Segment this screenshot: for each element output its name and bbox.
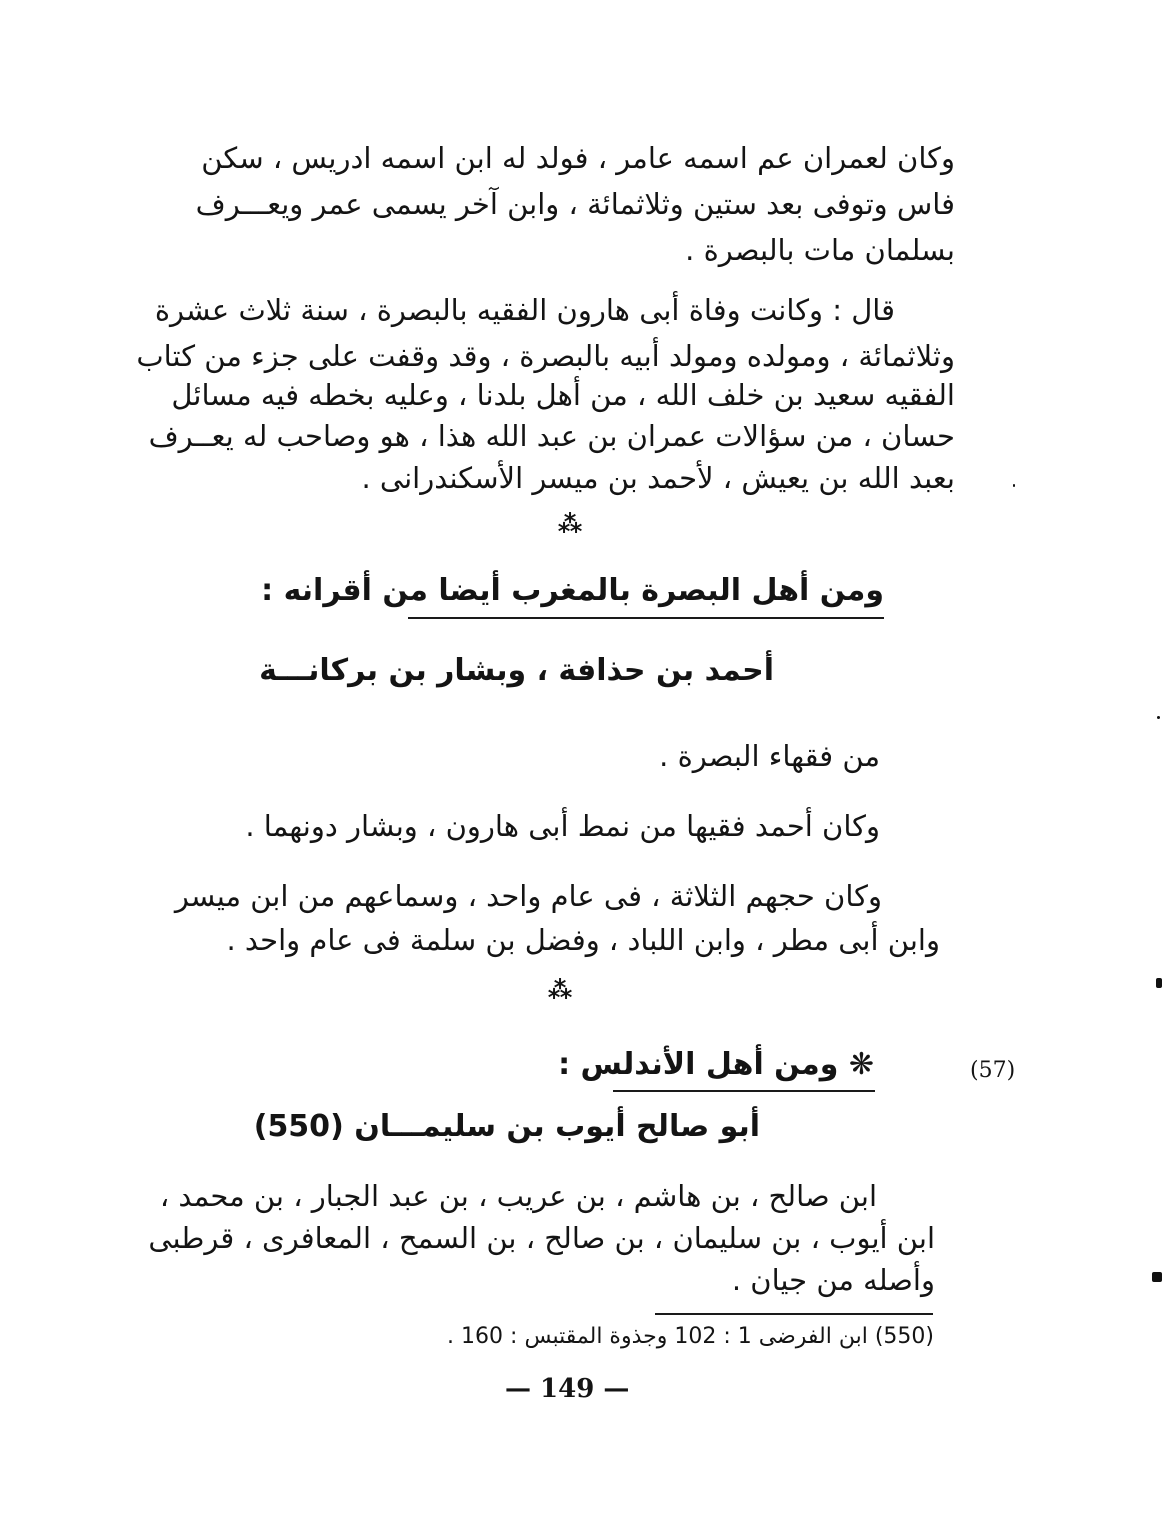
scan-speck — [1156, 978, 1162, 988]
separator-asterism-2: ⁂ — [547, 976, 573, 1004]
heading-underline-2 — [613, 1090, 875, 1092]
entry-title-ahmad-bishr: أحمد بن حذافة ، وبشار بن بركانـــة — [259, 653, 774, 688]
section-heading-andalus — [558, 1046, 874, 1084]
paragraph-1-line-1: وكان لعمران عم اسمه عامر ، فولد له ابن اسمه ادريس ، سكن — [201, 141, 955, 175]
paragraph-5-line-2: وابن أبى مطر ، وابن اللباد ، وفضل بن سلمة فى عام واحد . — [226, 923, 940, 957]
heading-underline-1 — [408, 617, 884, 619]
separator-asterism-1: ⁂ — [557, 510, 583, 538]
margin-entry-number: (57) — [970, 1058, 1016, 1083]
scan-speck — [1157, 716, 1160, 719]
entry-title-abu-salih: أبو صالح أيوب بن سليمـــان (550) — [253, 1109, 760, 1144]
paragraph-5-line-1: وكان حجهم الثلاثة ، فى عام واحد ، وسماعهم من ابن ميسر — [174, 879, 882, 913]
section-heading-basra: ومن أهل البصرة بالمغرب أيضا من أقرانه : — [261, 573, 884, 608]
section-heading-andalus-text: ومن أهل الأندلس : — [558, 1047, 839, 1082]
footnote-550: (550) ابن الفرضى 1 : 102 وجذوة المقتبس : 160 . — [447, 1324, 934, 1349]
flower-mark-icon: ❋ — [848, 1047, 874, 1082]
paragraph-4: وكان أحمد فقيها من نمط أبى هارون ، وبشار دونهما . — [245, 809, 880, 843]
paragraph-6-line-3: وأصله من جيان . — [731, 1263, 935, 1297]
scan-speck — [1152, 1272, 1162, 1282]
page-number: — 149 — — [505, 1374, 630, 1404]
scan-speck — [1013, 484, 1015, 487]
paragraph-2-line-5: بعبد الله بن يعيش ، لأحمد بن ميسر الأسكندرانى . — [361, 461, 955, 495]
paragraph-2-line-4: حسان ، من سؤالات عمران بن عبد الله هذا ، هو وصاحب له يعــرف — [148, 419, 955, 453]
paragraph-3: من فقهاء البصرة . — [659, 739, 880, 773]
paragraph-6-line-1: ابن صالح ، بن هاشم ، بن عريب ، بن عبد الجبار ، بن محمد ، — [159, 1179, 877, 1213]
paragraph-2-line-1: قال : وكانت وفاة أبى هارون الفقيه بالبصرة ، سنة ثلاث عشرة — [154, 293, 895, 327]
paragraph-2-line-3: الفقيه سعيد بن خلف الله ، من أهل بلدنا ، وعليه بخطه فيه مسائل — [171, 378, 955, 412]
paragraph-6-line-2: ابن أيوب ، بن سليمان ، بن صالح ، بن السمح ، المعافرى ، قرطبى — [148, 1221, 935, 1255]
footnote-separator-line — [655, 1313, 933, 1315]
paragraph-2-line-2: وثلاثمائة ، ومولده ومولد أبيه بالبصرة ، وقد وقفت على جزء من كتاب — [136, 339, 955, 373]
paragraph-1-line-3: بسلمان مات بالبصرة . — [685, 233, 955, 267]
paragraph-1-line-2: فاس وتوفى بعد ستين وثلاثمائة ، وابن آخر يسمى عمر ويعـــرف — [195, 187, 955, 221]
